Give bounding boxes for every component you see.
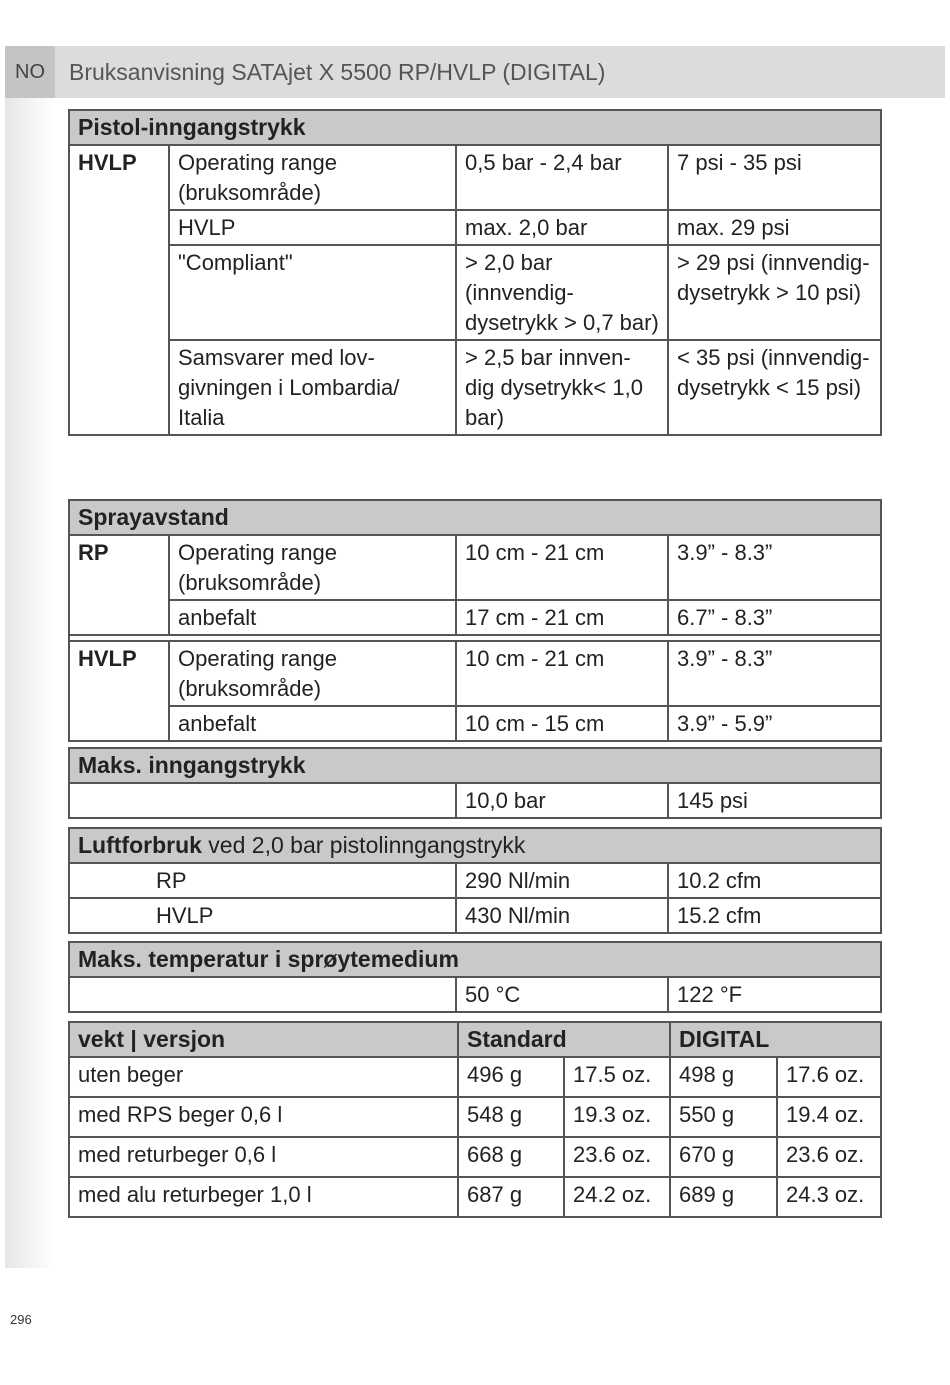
air-section	[68, 827, 882, 934]
table-row	[69, 600, 881, 635]
empty-cell	[69, 977, 456, 1012]
digital-ounces: 23.6 oz.	[777, 1137, 881, 1177]
standard-ounces: 23.6 oz.	[564, 1137, 670, 1177]
psi-value: max. 29 psi	[668, 210, 881, 245]
temp-table	[68, 941, 882, 1013]
standard-ounces: 17.5 oz.	[564, 1057, 670, 1097]
bar-value: > 2,0 bar (innvendig-dysetrykk > 0,7 bar)	[456, 245, 668, 340]
pistol-section	[68, 109, 882, 436]
table-row	[69, 641, 881, 706]
fahrenheit-value: 122 °F	[668, 977, 881, 1012]
weight-section	[68, 1021, 882, 1218]
standard-ounces: 24.2 oz.	[564, 1177, 670, 1217]
metric-value: 430 Nl/min	[456, 898, 668, 933]
spray-section	[68, 499, 882, 742]
row-label: Operating range (bruksområde)	[169, 145, 456, 210]
group-label: HVLP	[69, 641, 169, 741]
temp-section	[68, 941, 882, 1013]
spray-table	[68, 499, 882, 742]
inch-value: 3.9” - 5.9”	[668, 706, 881, 741]
row-label: med returbeger 0,6 l	[69, 1137, 458, 1177]
header-title: Bruksanvisning SATAjet X 5500 RP/HVLP (DIGITAL)	[69, 59, 606, 85]
row-label: med alu returbeger 1,0 l	[69, 1177, 458, 1217]
row-label: Operating range (bruksområde)	[169, 535, 456, 600]
section-title: Maks. inngangstrykk	[69, 748, 881, 783]
pistol-table	[68, 109, 882, 436]
air-table	[68, 827, 882, 934]
table-row	[69, 1177, 881, 1217]
metric-value: 290 Nl/min	[456, 863, 668, 898]
psi-value: > 29 psi (innvendig-dysetrykk > 10 psi)	[668, 245, 881, 340]
standard-grams: 496 g	[458, 1057, 564, 1097]
table-row	[69, 783, 881, 818]
digital-grams: 498 g	[670, 1057, 777, 1097]
table-row	[69, 706, 881, 741]
digital-ounces: 19.4 oz.	[777, 1097, 881, 1137]
row-label: anbefalt	[169, 600, 456, 635]
page-number: 296	[10, 1312, 32, 1327]
digital-ounces: 24.3 oz.	[777, 1177, 881, 1217]
row-label: uten beger	[69, 1057, 458, 1097]
max-pressure-section	[68, 747, 882, 819]
cm-value: 10 cm - 15 cm	[456, 706, 668, 741]
psi-value: < 35 psi (innvendig-dysetrykk < 15 psi)	[668, 340, 881, 435]
table-row	[69, 145, 881, 210]
row-label: Samsvarer med lov-givningen i Lombardia/ Italia	[169, 340, 456, 435]
standard-ounces: 19.3 oz.	[564, 1097, 670, 1137]
row-label: med RPS beger 0,6 l	[69, 1097, 458, 1137]
table-row	[69, 977, 881, 1012]
row-label: RP	[69, 863, 456, 898]
table-row	[69, 863, 881, 898]
digital-ounces: 17.6 oz.	[777, 1057, 881, 1097]
digital-header: DIGITAL	[670, 1022, 881, 1057]
table-row	[69, 1097, 881, 1137]
weight-table	[68, 1021, 882, 1218]
celsius-value: 50 °C	[456, 977, 668, 1012]
row-label: Operating range (bruksområde)	[169, 641, 456, 706]
inch-value: 3.9” - 8.3”	[668, 641, 881, 706]
imperial-value: 10.2 cfm	[668, 863, 881, 898]
standard-grams: 548 g	[458, 1097, 564, 1137]
digital-grams: 670 g	[670, 1137, 777, 1177]
inch-value: 3.9” - 8.3”	[668, 535, 881, 600]
table-row	[69, 535, 881, 600]
language-tab: NO	[5, 46, 55, 98]
bar-value: 0,5 bar - 2,4 bar	[456, 145, 668, 210]
table-row	[69, 245, 881, 340]
empty-cell	[69, 783, 456, 818]
max-pressure-table	[68, 747, 882, 819]
group-label: RP	[69, 535, 169, 635]
row-label: HVLP	[169, 210, 456, 245]
section-title	[69, 828, 881, 863]
imperial-value: 15.2 cfm	[668, 898, 881, 933]
group-label: HVLP	[69, 145, 169, 435]
bar-value: max. 2,0 bar	[456, 210, 668, 245]
inch-value: 6.7” - 8.3”	[668, 600, 881, 635]
bar-value: 10,0 bar	[456, 783, 668, 818]
title-rest: ved 2,0 bar pistolinngangstrykk	[201, 832, 526, 858]
digital-grams: 550 g	[670, 1097, 777, 1137]
table-row	[69, 1057, 881, 1097]
standard-grams: 687 g	[458, 1177, 564, 1217]
side-bar	[5, 98, 55, 1268]
table-row	[69, 210, 881, 245]
section-title: Maks. temperatur i sprøytemedium	[69, 942, 881, 977]
section-title: Sprayavstand	[69, 500, 881, 535]
section-title: vekt | versjon	[69, 1022, 458, 1057]
table-row	[69, 340, 881, 435]
title-bold: Luftforbruk	[78, 832, 202, 858]
cm-value: 10 cm - 21 cm	[456, 535, 668, 600]
page-header	[5, 46, 945, 98]
row-label: HVLP	[69, 898, 456, 933]
psi-value: 7 psi - 35 psi	[668, 145, 881, 210]
cm-value: 10 cm - 21 cm	[456, 641, 668, 706]
section-title: Pistol-inngangstrykk	[69, 110, 881, 145]
table-row	[69, 1137, 881, 1177]
digital-grams: 689 g	[670, 1177, 777, 1217]
psi-value: 145 psi	[668, 783, 881, 818]
row-label: "Compliant"	[169, 245, 456, 340]
bar-value: > 2,5 bar innven-dig dysetrykk< 1,0 bar)	[456, 340, 668, 435]
cm-value: 17 cm - 21 cm	[456, 600, 668, 635]
standard-header: Standard	[458, 1022, 670, 1057]
row-label: anbefalt	[169, 706, 456, 741]
table-row	[69, 898, 881, 933]
standard-grams: 668 g	[458, 1137, 564, 1177]
